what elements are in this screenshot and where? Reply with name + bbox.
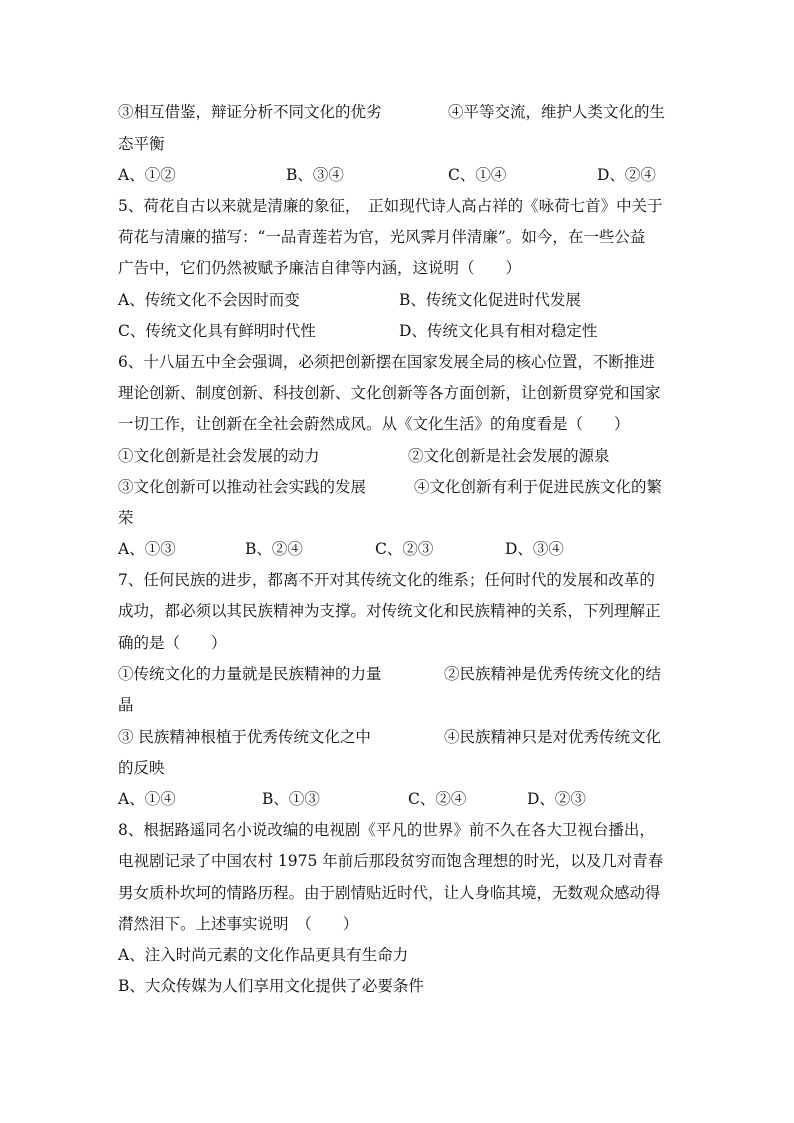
q8-option-a: A、注入时尚元素的文化作品更具有生命力 — [118, 946, 409, 964]
q7-stem-line-1: 7、任何民族的进步，都离不开对其传统文化的维系；任何时代的发展和改革的 — [118, 571, 655, 589]
q6-choice-c: C、②③ — [375, 540, 434, 558]
q3-item-3: ③相互借鉴，辩证分析不同文化的优劣 — [118, 103, 382, 121]
q8-stem-line-2: 电视剧记录了中国农村 1975 年前后那段贫穷而饱含理想的时光，以及几对青春 — [118, 852, 664, 870]
q6-stem-line-1: 6、十八届五中全会强调，必须把创新摆在国家发展全局的核心位置，不断推进 — [118, 353, 655, 371]
q8-option-b: B、大众传媒为人们享用文化提供了必要条件 — [118, 977, 424, 995]
q8-stem-line-1: 8、根据路遥同名小说改编的电视剧《平凡的世界》前不久在各大卫视台播出， — [118, 821, 655, 839]
q6-stem-line-3: 一切工作，让创新在全社会蔚然成风。从《文化生活》的角度看是（ ） — [118, 415, 630, 433]
q5-option-b: B、传统文化促进时代发展 — [399, 291, 581, 309]
q5-stem-line-2: 荷花与清廉的描写：“一品青莲若为官，光风霁月伴清廉”。如今，在一些公益 — [118, 228, 646, 246]
q7-item-4-cont: 的反映 — [118, 759, 165, 777]
q5-stem-line-1: 5、荷花自古以来就是清廉的象征， 正如现代诗人高占祥的《咏荷七首》中关于 — [118, 197, 663, 215]
q3-item-4-cont: 态平衡 — [118, 135, 165, 153]
q5-option-a: A、传统文化不会因时而变 — [118, 291, 300, 309]
q6-item-4: ④文化创新有利于促进民族文化的繁 — [414, 478, 663, 496]
q3-choice-b: B、③④ — [286, 166, 344, 184]
q7-item-2-cont: 晶 — [118, 696, 134, 714]
q5-option-d: D、传统文化具有相对稳定性 — [399, 322, 598, 340]
q3-choice-c: C、①④ — [448, 166, 507, 184]
q5-stem-line-3: 广告中，它们仍然被赋予廉洁自律等内涵，这说明（ ） — [118, 259, 522, 277]
q7-stem-line-3: 确的是（ ） — [118, 634, 227, 652]
q7-item-1: ①传统文化的力量就是民族精神的力量 — [118, 665, 382, 683]
q7-item-2: ②民族精神是优秀传统文化的结 — [444, 665, 662, 683]
q8-stem-line-3: 男女质朴坎坷的情路历程。由于剧情贴近时代，让人身临其境，无数观众感动得 — [118, 884, 661, 902]
q7-choice-a: A、①④ — [118, 790, 176, 808]
q7-choice-c: C、②④ — [408, 790, 467, 808]
q7-item-4: ④民族精神只是对优秀传统文化 — [444, 728, 662, 746]
q7-choice-d: D、②③ — [527, 790, 586, 808]
q7-choice-b: B、①③ — [262, 790, 320, 808]
q3-choice-d: D、②④ — [597, 166, 656, 184]
q6-item-1: ①文化创新是社会发展的动力 — [118, 447, 320, 465]
q6-choice-b: B、②④ — [245, 540, 303, 558]
q6-choice-d: D、③④ — [505, 540, 564, 558]
q7-item-3: ③ 民族精神根植于优秀传统文化之中 — [118, 728, 371, 746]
q3-item-4: ④平等交流，维护人类文化的生 — [448, 103, 666, 121]
q6-item-3: ③文化创新可以推动社会实践的发展 — [118, 478, 367, 496]
q6-item-4-cont: 荣 — [118, 509, 134, 527]
q6-choice-a: A、①③ — [118, 540, 176, 558]
q7-stem-line-2: 成功，都必须以其民族精神为支撑。对传统文化和民族精神的关系，下列理解正 — [118, 602, 661, 620]
q6-stem-line-2: 理论创新、制度创新、科技创新、文化创新等各方面创新，让创新贯穿党和国家 — [118, 384, 661, 402]
q5-option-c: C、传统文化具有鲜明时代性 — [118, 322, 316, 340]
q3-choice-a: A、①② — [118, 166, 176, 184]
q8-stem-line-4: 潸然泪下。上述事实说明 （ ） — [118, 915, 359, 933]
q6-item-2: ②文化创新是社会发展的源泉 — [408, 447, 610, 465]
